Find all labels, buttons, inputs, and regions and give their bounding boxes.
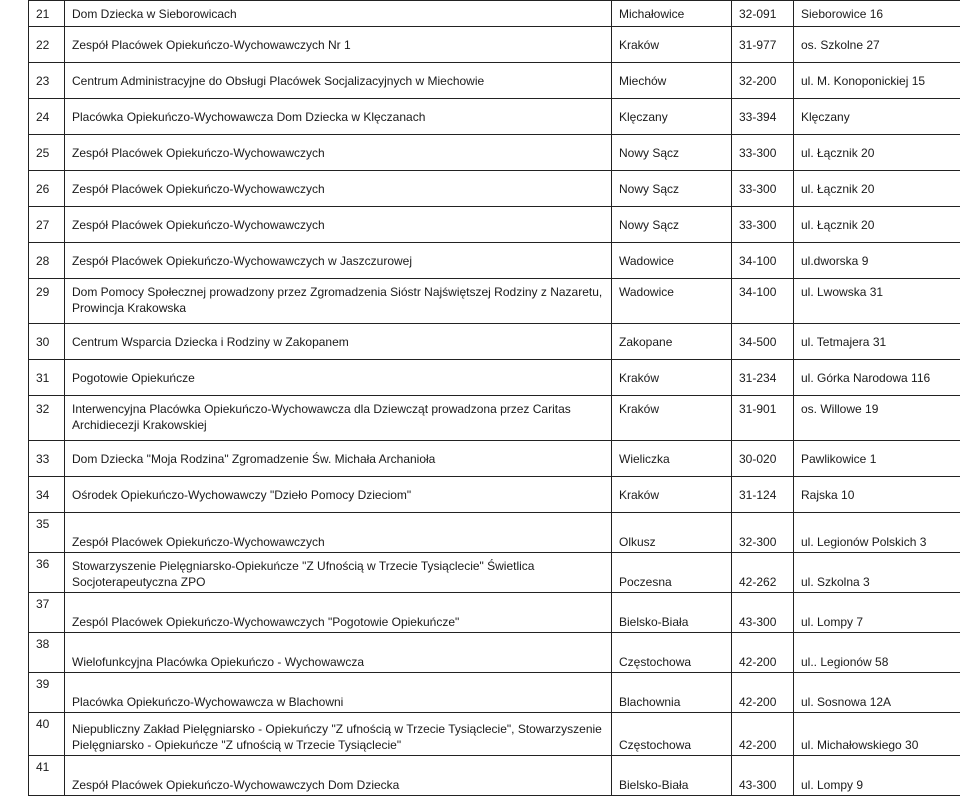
address: ul. M. Konoponickiej 15 [794,63,960,99]
institution-name: Dom Dziecka "Moja Rodzina" Zgromadzenie Św. Michała Archanioła [65,441,612,477]
institution-name: Zespół Placówek Opiekuńczo-Wychowawczych Dom Dziecka [65,756,612,796]
address: ul. Michałowskiego 30 [794,713,960,756]
city: Poczesna [612,553,732,593]
table-row [29,713,960,756]
row-number: 21 [29,1,65,27]
city: Wadowice [612,279,732,324]
postal-code: 42-200 [732,633,794,673]
table-row [29,593,960,633]
postal-code: 42-200 [732,673,794,713]
row-number: 36 [29,553,65,593]
city: Wadowice [612,243,732,279]
city: Blachownia [612,673,732,713]
city: Olkusz [612,513,732,553]
institution-name: Stowarzyszenie Pielęgniarsko-Opiekuńcze "Z Ufnością w Trzecie Tysiąclecie" Świetlica Socjoterapeutyczna ZPO [65,553,612,593]
institution-name: Dom Pomocy Społecznej prowadzony przez Zgromadzenia Sióstr Najświętszej Rodziny z Nazaretu, Prowincja Krakowska [65,279,612,324]
postal-code: 31-901 [732,396,794,441]
postal-code: 31-977 [732,27,794,63]
city: Częstochowa [612,633,732,673]
institution-name: Zespół Placówek Opiekuńczo-Wychowawczych [65,135,612,171]
city: Kraków [612,27,732,63]
row-number: 38 [29,633,65,673]
row-number: 32 [29,396,65,441]
address: ul. Szkolna 3 [794,553,960,593]
address: Rajska 10 [794,477,960,513]
table-row [29,477,960,513]
city: Kraków [612,396,732,441]
address: ul. Tetmajera 31 [794,324,960,360]
city: Wieliczka [612,441,732,477]
row-number: 35 [29,513,65,553]
address: Pawlikowice 1 [794,441,960,477]
table-row [29,756,960,796]
postal-code: 33-300 [732,207,794,243]
postal-code: 42-262 [732,553,794,593]
row-number: 27 [29,207,65,243]
postal-code: 34-500 [732,324,794,360]
postal-code: 32-091 [732,1,794,27]
row-number: 33 [29,441,65,477]
address: ul. Lompy 7 [794,593,960,633]
institution-name: Pogotowie Opiekuńcze [65,360,612,396]
table-row [29,513,960,553]
table-row [29,279,960,324]
address: Klęczany [794,99,960,135]
address: ul. Łącznik 20 [794,207,960,243]
city: Nowy Sącz [612,135,732,171]
institution-name: Ośrodek Opiekuńczo-Wychowawczy "Dzieło Pomocy Dzieciom" [65,477,612,513]
postal-code: 33-300 [732,135,794,171]
row-number: 26 [29,171,65,207]
postal-code: 32-200 [732,63,794,99]
city: Bielsko-Biała [612,593,732,633]
address: ul. Łącznik 20 [794,171,960,207]
address: os. Willowe 19 [794,396,960,441]
table-row [29,135,960,171]
table-row [29,207,960,243]
city: Klęczany [612,99,732,135]
row-number: 23 [29,63,65,99]
table-row [29,1,960,27]
table-row [29,396,960,441]
address: ul. Łącznik 20 [794,135,960,171]
city: Częstochowa [612,713,732,756]
address: ul. Lwowska 31 [794,279,960,324]
city: Nowy Sącz [612,171,732,207]
table-row [29,360,960,396]
institution-name: Centrum Administracyjne do Obsługi Placówek Socjalizacyjnych w Miechowie [65,63,612,99]
institution-name: Niepubliczny Zakład Pielęgniarsko - Opiekuńczy "Z ufnością w Trzecie Tysiąclecie", Stowarzyszenie Pielęgniarsko - Opiekuńcze "Z ufnością w Trzecie Tysiąclecie" [65,713,612,756]
row-number: 22 [29,27,65,63]
row-number: 28 [29,243,65,279]
city: Miechów [612,63,732,99]
postal-code: 31-234 [732,360,794,396]
address: ul. Lompy 9 [794,756,960,796]
institution-name: Placówka Opiekuńczo-Wychowawcza Dom Dziecka w Klęczanach [65,99,612,135]
row-number: 34 [29,477,65,513]
city: Kraków [612,360,732,396]
postal-code: 34-100 [732,243,794,279]
table-row [29,633,960,673]
table-row [29,324,960,360]
table-row [29,441,960,477]
city: Michałowice [612,1,732,27]
institution-name: Zespół Placówek Opiekuńczo-Wychowawczych [65,171,612,207]
city: Zakopane [612,324,732,360]
table-row [29,673,960,713]
postal-code: 33-394 [732,99,794,135]
postal-code: 31-124 [732,477,794,513]
institution-name: Zespół Placówek Opiekuńczo-Wychowawczych Nr 1 [65,27,612,63]
address: Sieborowice 16 [794,1,960,27]
address: ul. Legionów Polskich 3 [794,513,960,553]
institution-name: Zespół Placówek Opiekuńczo-Wychowawczych w Jaszczurowej [65,243,612,279]
institution-name: Zespół Placówek Opiekuńczo-Wychowawczych [65,513,612,553]
address: ul. Sosnowa 12A [794,673,960,713]
row-number: 24 [29,99,65,135]
city: Nowy Sącz [612,207,732,243]
row-number: 40 [29,713,65,756]
institution-name: Centrum Wsparcia Dziecka i Rodziny w Zakopanem [65,324,612,360]
postal-code: 42-200 [732,713,794,756]
postal-code: 32-300 [732,513,794,553]
row-number: 37 [29,593,65,633]
institution-name: Dom Dziecka w Sieborowicach [65,1,612,27]
row-number: 25 [29,135,65,171]
table-row [29,27,960,63]
city: Kraków [612,477,732,513]
city: Bielsko-Biała [612,756,732,796]
address: ul. Górka Narodowa 116 [794,360,960,396]
postal-code: 33-300 [732,171,794,207]
table-row [29,99,960,135]
row-number: 31 [29,360,65,396]
table-row [29,243,960,279]
institution-name: Wielofunkcyjna Placówka Opiekuńczo - Wychowawcza [65,633,612,673]
table-row [29,63,960,99]
address: ul.dworska 9 [794,243,960,279]
address: ul.. Legionów 58 [794,633,960,673]
postal-code: 34-100 [732,279,794,324]
row-number: 29 [29,279,65,324]
postal-code: 43-300 [732,756,794,796]
table-row [29,553,960,593]
address: os. Szkolne 27 [794,27,960,63]
institution-name: Interwencyjna Placówka Opiekuńczo-Wychowawcza dla Dziewcząt prowadzona przez Caritas Archidiecezji Krakowskiej [65,396,612,441]
row-number: 41 [29,756,65,796]
institution-name: Zespół Placówek Opiekuńczo-Wychowawczych [65,207,612,243]
postal-code: 30-020 [732,441,794,477]
postal-code: 43-300 [732,593,794,633]
table-row [29,171,960,207]
institutions-table [28,0,960,796]
institution-name: Zespól Placówek Opiekuńczo-Wychowawczych "Pogotowie Opiekuńcze" [65,593,612,633]
institution-name: Placówka Opiekuńczo-Wychowawcza w Blachowni [65,673,612,713]
row-number: 30 [29,324,65,360]
row-number: 39 [29,673,65,713]
